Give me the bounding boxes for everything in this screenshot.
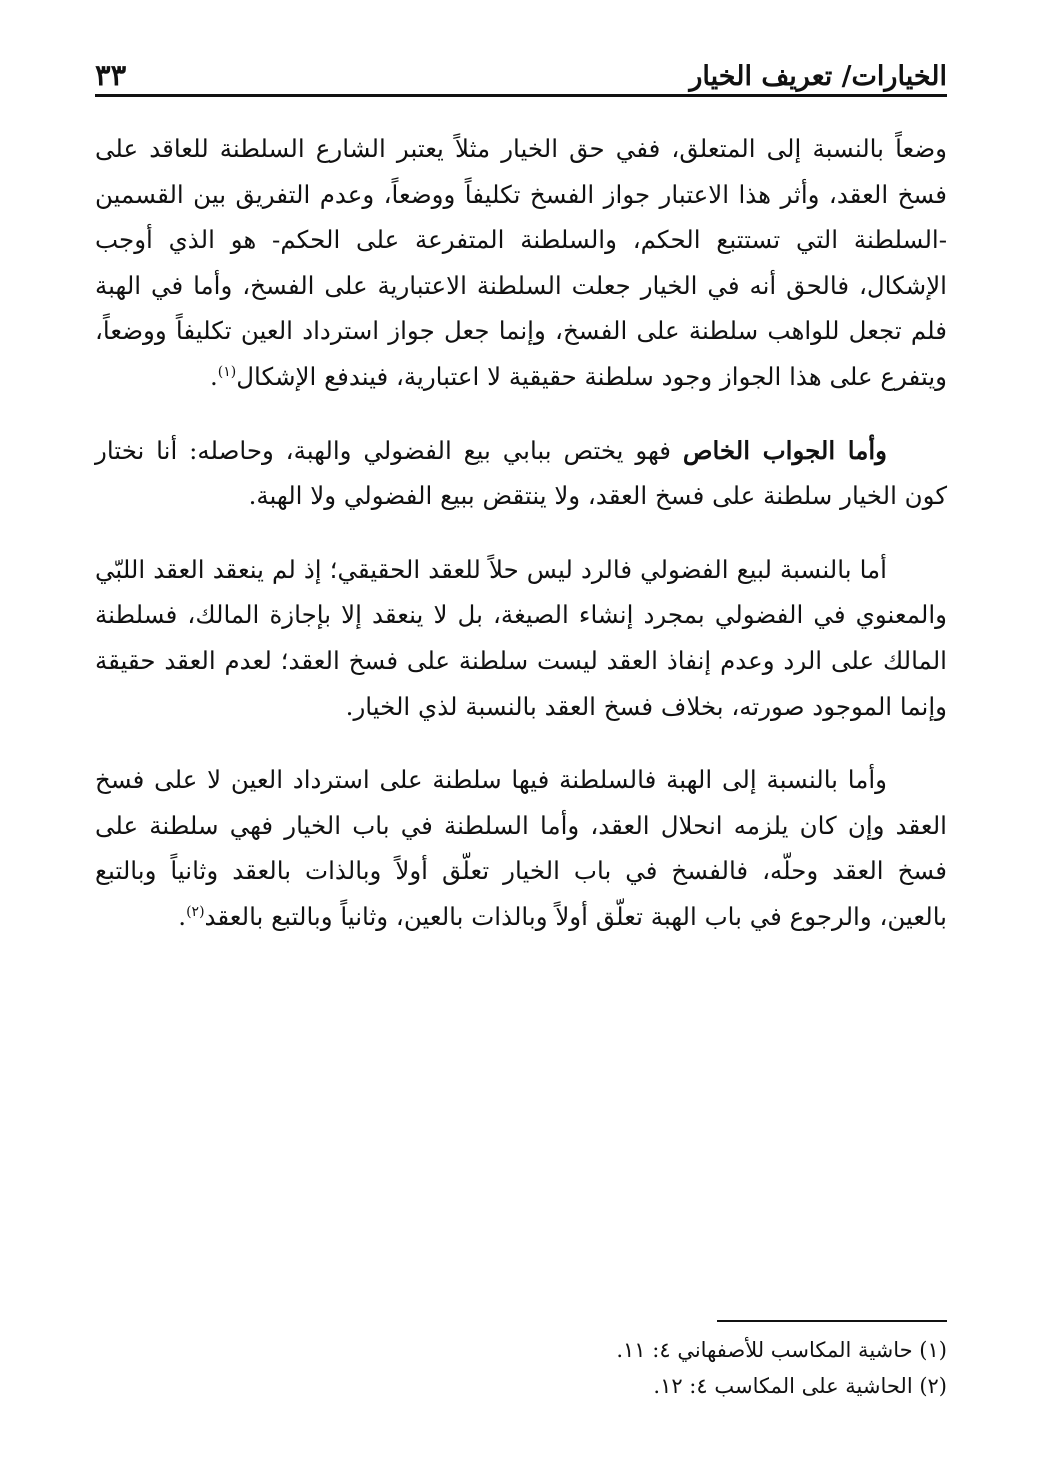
- paragraph-1: [95, 126, 947, 400]
- paragraph-3-text: أما بالنسبة لبيع الفضولي فالرد ليس حلاً للعقد الحقيقي؛ إذ لم ينعقد العقد اللبّي والمعنوي في الفضولي بمجرد إنشاء الصيغة، بل لا ينعقد إلا بإجازة المالك، فسلطنة المالك على الرد وعدم إنفاذ العقد ليست سلطنة على فسخ العقد؛ لعدم العقد حقيقة وإنما الموجود صورته، بخلاف فسخ العقد بالنسبة لذي الخيار.: [95, 554, 947, 721]
- paragraph-4-tail: .: [178, 901, 187, 931]
- paragraph-4: [95, 757, 947, 939]
- footnote-1: (١) حاشية المكاسب للأصفهاني ٤: ١١.: [616, 1338, 947, 1362]
- paragraph-2-lead: وأما الجواب الخاص: [682, 435, 887, 465]
- footnote-2: (٢) الحاشية على المكاسب ٤: ١٢.: [653, 1374, 947, 1398]
- footnote-rule: [717, 1320, 947, 1322]
- page-header: [95, 38, 947, 96]
- page-number: ٣٣: [95, 58, 127, 92]
- paragraph-2: [95, 428, 947, 519]
- footnote-marker-1: (١): [217, 363, 237, 380]
- header-rule: [95, 94, 947, 97]
- paragraph-2-text: فهو يختص ببابي بيع الفضولي والهبة، وحاصله: أنا نختار كون الخيار سلطنة على فسخ العقد، ولا ينتقض ببيع الفضولي ولا الهبة.: [95, 435, 947, 511]
- footnote-marker-2: (٢): [186, 903, 205, 920]
- paragraph-3: [95, 547, 947, 729]
- paragraph-1-text: وضعاً بالنسبة إلى المتعلق، ففي حق الخيار مثلاً يعتبر الشارع السلطنة للعاقد على فسخ العقد، وأثر هذا الاعتبار جواز الفسخ تكليفاً ووضعاً، وعدم التفريق بين القسمين -السلطنة التي تستتبع الحكم، والسلطنة المتفرعة على الحكم- هو الذي أوجب الإشكال، فالحق أنه في الخيار جعلت السلطنة الاعتبارية على الفسخ، وأما في الهبة فلم تجعل للواهب سلطنة على الفسخ، وإنما جعل جواز استرداد العين تكليفاً ووضعاً، ويتفرع على هذا الجواز وجود سلطنة حقيقية لا اعتبارية، فيندفع الإشكال: [95, 134, 947, 391]
- body-text: [95, 126, 947, 968]
- paragraph-4-text: وأما بالنسبة إلى الهبة فالسلطنة فيها سلطنة على استرداد العين لا على فسخ العقد وإن كان يلزمه انحلال العقد، وأما السلطنة في باب الخيار فهي سلطنة على فسخ العقد وحلّه، فالفسخ في باب الخيار تعلّق أولاً وبالذات بالعقد وثانياً وبالتبع بالعين، والرجوع في باب الهبة تعلّق أولاً وبالذات بالعين، وثانياً وبالتبع بالعقد: [95, 765, 947, 931]
- running-head: الخيارات/ تعريف الخيار: [689, 61, 947, 92]
- footnotes: [95, 1332, 947, 1404]
- paragraph-1-tail: .: [209, 361, 218, 391]
